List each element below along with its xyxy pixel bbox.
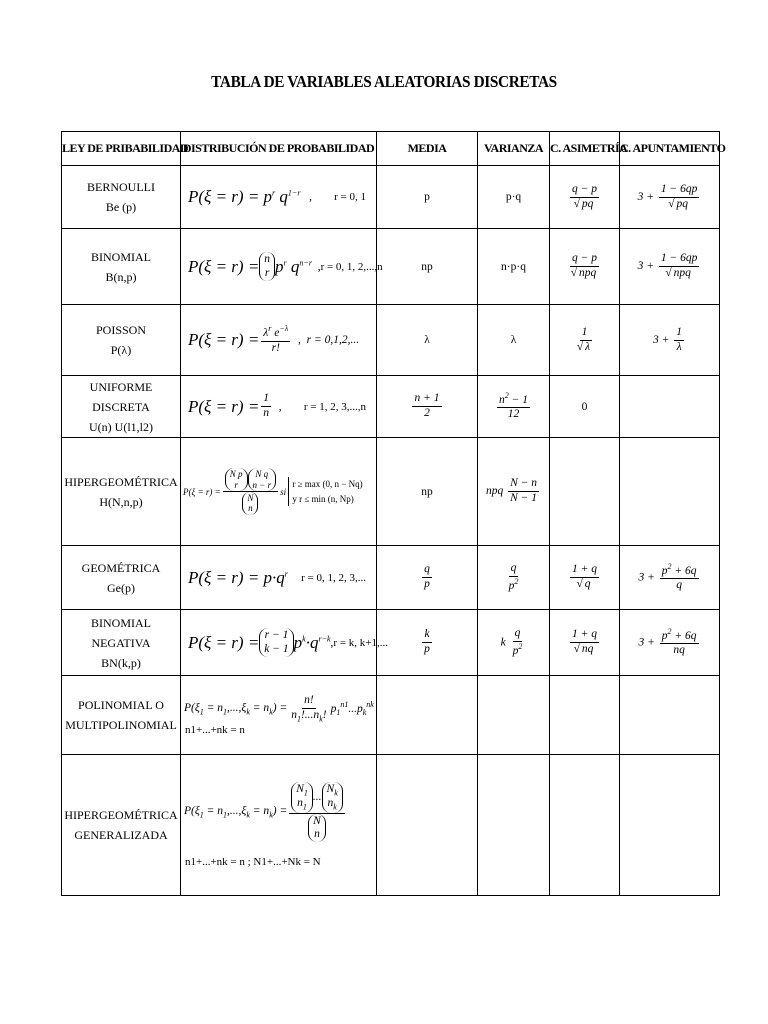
header-ley: LEY DE PRIBABILIDAD xyxy=(62,132,181,166)
asimetria xyxy=(550,676,620,755)
varianza: n·p·q xyxy=(478,229,550,305)
varianza xyxy=(478,676,550,755)
media: np xyxy=(377,229,478,305)
header-asimetria: C. ASIMETRÍA xyxy=(550,132,620,166)
varianza xyxy=(478,755,550,896)
asimetria xyxy=(550,438,620,546)
law-name: HIPERGEOMÉTRICA H(N,n,p) xyxy=(62,438,181,546)
varianza: λ xyxy=(478,305,550,376)
media: $\frac{q}{p}$ xyxy=(377,546,478,610)
table-row xyxy=(62,755,720,896)
apuntamiento: 3 + $\frac{1 - 6qp}{√ pq}$ xyxy=(620,166,720,229)
asimetria xyxy=(550,755,620,896)
header-media: MEDIA xyxy=(377,132,478,166)
media: $\frac{k}{p}$ xyxy=(377,610,478,676)
table-row xyxy=(62,305,720,376)
table-row xyxy=(62,229,720,305)
table-row xyxy=(62,546,720,610)
media xyxy=(377,755,478,896)
apuntamiento xyxy=(620,676,720,755)
table-row xyxy=(62,438,720,546)
header-varianza: VARIANZA xyxy=(478,132,550,166)
varianza: npq $\frac{N - n}{N - 1}$ xyxy=(478,438,550,546)
table-row xyxy=(62,610,720,676)
formula: $P(\xi = r) = p\cdot q^r$ r = 0, 1, 2, 3,... xyxy=(181,546,377,610)
apuntamiento xyxy=(620,376,720,438)
media: np xyxy=(377,438,478,546)
table-row xyxy=(62,676,720,755)
law-name: BINOMIAL NEGATIVA BN(k,p) xyxy=(62,610,181,676)
formula: $P(\xi_1 = n_1,...,\xi_k = n_k)$ = $\frac{n!}{n_1!...n_k!}$ $p_1^{n1}...p_k^{nk}$ n1+...+nk = n xyxy=(181,676,377,755)
header-row xyxy=(62,132,720,166)
formula: P(ξ = r) = $\frac{1}{n}$ , r = 1, 2, 3,...,n xyxy=(181,376,377,438)
law-name: POLINOMIAL O MULTIPOLINOMIAL xyxy=(62,676,181,755)
media: λ xyxy=(377,305,478,376)
formula: $P(\xi_1 = n_1,...,\xi_k = n_k)$ = $N_1$ $n_1$ ... $N_k$ $n_k$ N n n1+...+nk = n ; N1+...+Nk = N xyxy=(181,755,377,896)
formula: P(ξ = r) = r − 1 k − 1 $p^k\cdot q^{r-k}$ , r = k, k+1,... xyxy=(181,610,377,676)
apuntamiento: 3 + $\frac{1 - 6qp}{\text{√ npq}}$ xyxy=(620,229,720,305)
apuntamiento: 3 + $\frac{p^2 + 6q}{q}$ xyxy=(620,546,720,610)
media: $\frac{n + 1}{2}$ xyxy=(377,376,478,438)
law-name: UNIFORME DISCRETA U(n) U(l1,l2) xyxy=(62,376,181,438)
media: p xyxy=(377,166,478,229)
apuntamiento xyxy=(620,755,720,896)
header-apuntamiento: C. APUNTAMIENTO xyxy=(620,132,720,166)
media xyxy=(377,676,478,755)
law-name: HIPERGEOMÉTRICA GENERALIZADA xyxy=(62,755,181,896)
law-name: BERNOULLI Be (p) xyxy=(62,166,181,229)
asimetria: 0 xyxy=(550,376,620,438)
formula: $P(\xi = r) = p^r$ $q^{1-r}$ , r = 0, 1 xyxy=(181,166,377,229)
varianza: k $\frac{q}{p^2}$ xyxy=(478,610,550,676)
asimetria: $\frac{1 + q}{√ nq}$ xyxy=(550,610,620,676)
formula: P(ξ = r) = $\frac{\lambda^r e^{-\lambda}}{r!}$ , r = 0,1,2,... xyxy=(181,305,377,376)
varianza: $\frac{n^2 - 1}{12}$ xyxy=(478,376,550,438)
asimetria: $\frac{q - p}{√ pq}$ xyxy=(550,166,620,229)
law-name: BINOMIAL B(n,p) xyxy=(62,229,181,305)
apuntamiento xyxy=(620,438,720,546)
law-name: POISSON P(λ) xyxy=(62,305,181,376)
varianza: p·q xyxy=(478,166,550,229)
asimetria: $\frac{1 + q}{√ q}$ xyxy=(550,546,620,610)
law-name: GEOMÉTRICA Ge(p) xyxy=(62,546,181,610)
asimetria: $\frac{1}{√ \lambda}$ xyxy=(550,305,620,376)
formula: P(ξ = r) = n r $p^r$ $q^{n-r}$ , r = 0, 1, 2,...,n xyxy=(181,229,377,305)
apuntamiento: 3 + $\frac{p^2 + 6q}{nq}$ xyxy=(620,610,720,676)
discrete-distributions-table xyxy=(61,131,726,896)
asimetria: $\frac{q - p}{\text{√ npq}}$ xyxy=(550,229,620,305)
header-distribucion: DISTRIBUCIÓN DE PROBABILIDAD xyxy=(181,132,377,166)
table-row xyxy=(62,166,720,229)
page-title: TABLA DE VARIABLES ALEATORIAS DISCRETAS xyxy=(211,72,557,91)
table-row xyxy=(62,376,720,438)
varianza: $\frac{q}{p^2}$ xyxy=(478,546,550,610)
apuntamiento: 3 + $\frac{1}{\lambda}$ xyxy=(620,305,720,376)
formula: P(ξ = r) = N p r N q n − r N n si r ≥ max (0, n − Nq) y r ≤ min (n, Np) xyxy=(181,438,377,546)
